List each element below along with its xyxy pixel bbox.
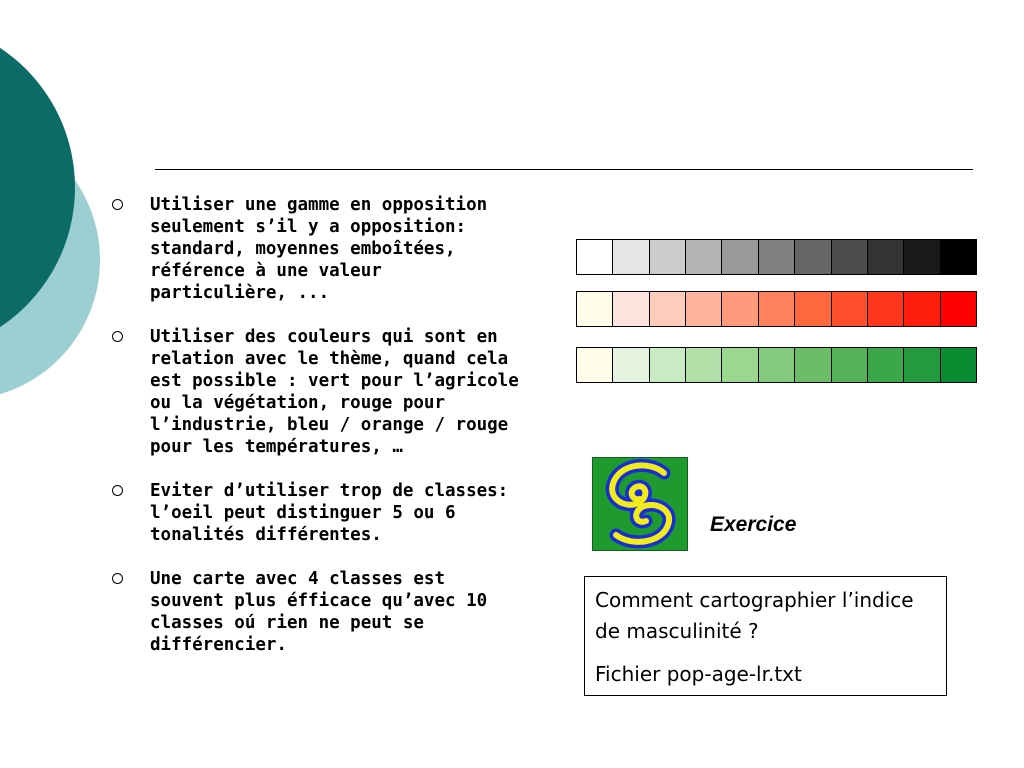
- green-swatch-7: [795, 348, 831, 382]
- red-swatch-10: [904, 292, 940, 326]
- red-swatch-6: [759, 292, 795, 326]
- exercise-file: Fichier pop-age-lr.txt: [595, 662, 802, 686]
- bullet-item-3: [112, 480, 522, 546]
- red-color-scale: [576, 291, 977, 327]
- bullet-item-4: [112, 568, 522, 656]
- green-swatch-2: [613, 348, 649, 382]
- green-swatch-8: [832, 348, 868, 382]
- grey-swatch-8: [832, 240, 868, 274]
- grey-swatch-11: [941, 240, 976, 274]
- red-swatch-7: [795, 292, 831, 326]
- exercise-label: Exercice: [710, 513, 797, 536]
- grey-swatch-10: [904, 240, 940, 274]
- grey-swatch-3: [650, 240, 686, 274]
- green-swatch-1: [577, 348, 613, 382]
- grey-swatch-5: [722, 240, 758, 274]
- red-swatch-2: [613, 292, 649, 326]
- paperclip-logo-icon: [592, 457, 688, 551]
- bullet-circle-icon: [112, 199, 123, 210]
- exercise-question: Comment cartographier l’indice de masculinité ?: [595, 588, 914, 643]
- bullet-text: Une carte avec 4 classes est souvent plus éfficace qu’avec 10 classes oú rien ne peut se différencier.: [150, 569, 488, 655]
- red-swatch-3: [650, 292, 686, 326]
- bullet-list: [112, 194, 522, 678]
- red-swatch-5: [722, 292, 758, 326]
- green-swatch-3: [650, 348, 686, 382]
- grey-color-scale: [576, 239, 977, 275]
- green-swatch-9: [868, 348, 904, 382]
- green-color-scale: [576, 347, 977, 383]
- bullet-circle-icon: [112, 331, 123, 342]
- title-divider: [155, 169, 973, 170]
- bullet-text: Utiliser des couleurs qui sont en relation avec le thème, quand cela est possible : vert pour l’agricole ou la végétation, rouge pour l’industrie, bleu / orange / rouge pour les températures, …: [150, 327, 519, 457]
- green-swatch-4: [686, 348, 722, 382]
- grey-swatch-6: [759, 240, 795, 274]
- red-swatch-4: [686, 292, 722, 326]
- green-swatch-6: [759, 348, 795, 382]
- bullet-text: Eviter d’utiliser trop de classes: l’oeil peut distinguer 5 ou 6 tonalités différentes.: [150, 481, 509, 545]
- bullet-circle-icon: [112, 485, 123, 496]
- red-swatch-11: [941, 292, 976, 326]
- grey-swatch-7: [795, 240, 831, 274]
- green-swatch-5: [722, 348, 758, 382]
- red-swatch-8: [832, 292, 868, 326]
- bullet-item-2: [112, 326, 522, 458]
- grey-swatch-2: [613, 240, 649, 274]
- green-swatch-10: [904, 348, 940, 382]
- exercise-box: [584, 576, 947, 696]
- bullet-text: Utiliser une gamme en opposition seulement s’il y a opposition: standard, moyennes emboîtées, référence à une valeur particulière, ...: [150, 195, 488, 303]
- bullet-circle-icon: [112, 573, 123, 584]
- grey-swatch-9: [868, 240, 904, 274]
- green-swatch-11: [941, 348, 976, 382]
- grey-swatch-4: [686, 240, 722, 274]
- bullet-item-1: [112, 194, 522, 304]
- red-swatch-1: [577, 292, 613, 326]
- red-swatch-9: [868, 292, 904, 326]
- grey-swatch-1: [577, 240, 613, 274]
